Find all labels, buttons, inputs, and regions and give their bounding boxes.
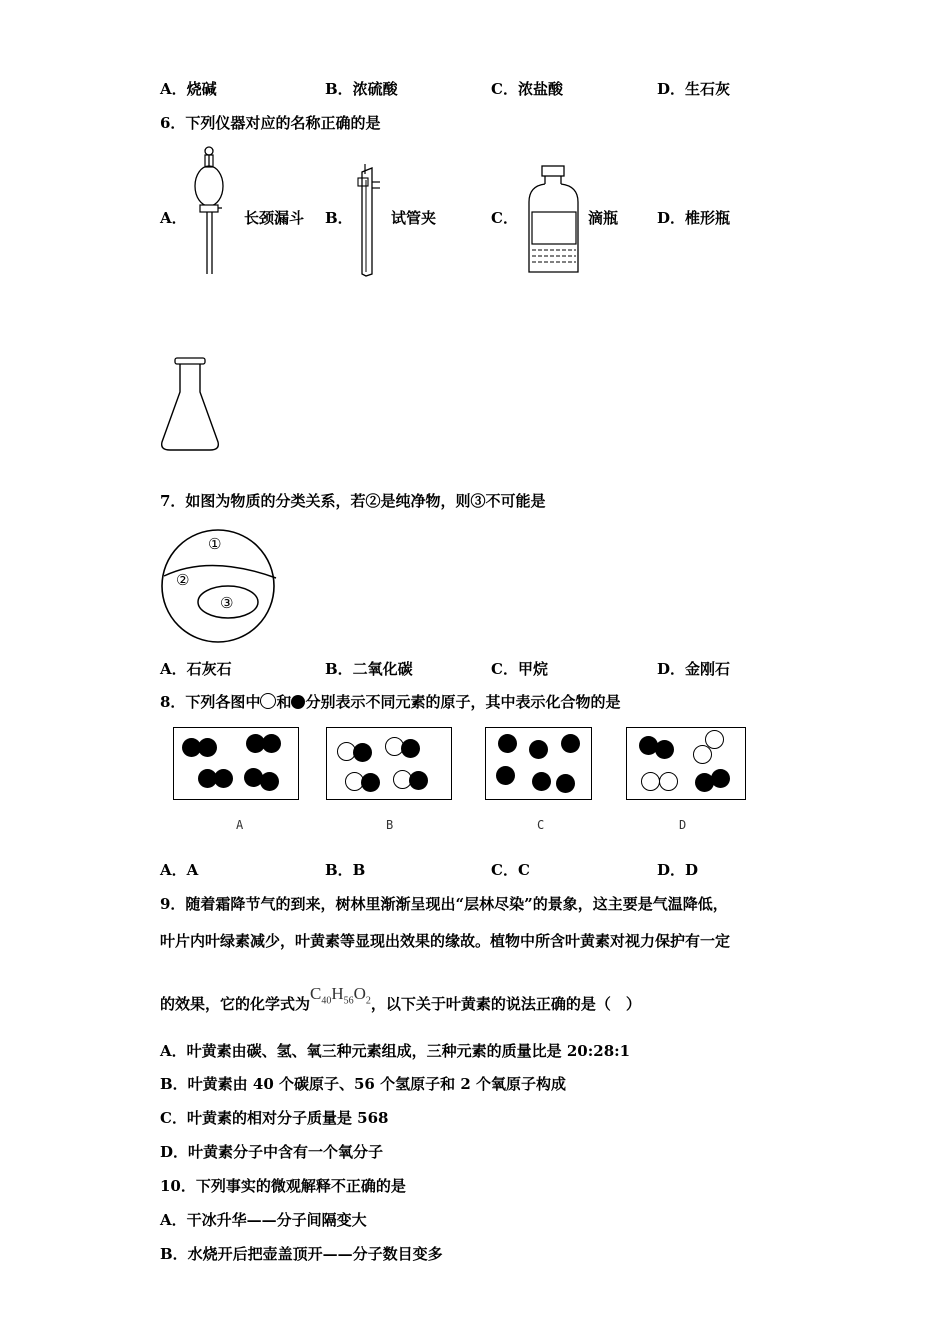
q7-option-c: C．甲烷 [491, 660, 548, 678]
q6-option-d: D．椎形瓶 [657, 209, 731, 227]
white-atom-icon [260, 693, 276, 709]
reagent-bottle-icon [526, 164, 582, 276]
q7-stem: 7．如图为物质的分类关系，若②是纯净物，则③不可能是 [160, 492, 546, 510]
q6-option-a-name: 长颈漏斗 [244, 209, 305, 227]
q9-option-b: B．叶黄素由 40 个碳原子、56 个氢原子和 2 个氧原子构成 [160, 1075, 566, 1093]
box-label-c: C [537, 818, 545, 832]
q5-option-a: A．烧碱 [160, 80, 217, 98]
chemical-formula: $C_{40}H_{56}O_2$ [310, 984, 371, 1007]
q9-stem-line-3: 的效果，它的化学式为$C_{40}H_{56}O_2$，以下关于叶黄素的说法正确的是（ ） [160, 984, 641, 1013]
q6-stem: 6．下列仪器对应的名称正确的是 [160, 114, 381, 132]
q9-stem-line-1: 9．随着霜降节气的到来，树林里渐渐呈现出“层林尽染”的景象，这主要是气温降低， [160, 895, 728, 913]
q10-option-b: B．水烧开后把壶盖顶开——分子数目变多 [160, 1245, 443, 1263]
box-label-d: D [679, 818, 687, 832]
erlenmeyer-flask-icon [158, 356, 222, 456]
classification-diagram [160, 520, 280, 650]
box-label-a: A [236, 818, 244, 832]
diagram-label-1: ① [208, 535, 222, 553]
q8-option-a: A．A [160, 861, 199, 879]
q9-stem-line-2: 叶片内叶绿素减少，叶黄素等显现出效果的缘故。植物中所含叶黄素对视力保护有一定 [160, 932, 731, 950]
q6-option-a-letter: A． [160, 209, 187, 227]
q8-option-b: B．B [325, 861, 366, 879]
q8-option-d: D．D [657, 861, 699, 879]
q8-option-c: C．C [491, 861, 530, 879]
q6-option-b-name: 试管夹 [391, 209, 437, 227]
q7-option-b: B．二氧化碳 [325, 660, 413, 678]
q9-option-c: C．叶黄素的相对分子质量是 568 [160, 1109, 389, 1127]
q6-option-b-letter: B． [325, 209, 353, 227]
q10-stem: 10．下列事实的微观解释不正确的是 [160, 1177, 406, 1195]
molecule-box-c [485, 727, 592, 800]
molecule-box-d [626, 727, 746, 800]
diagram-label-2: ② [176, 571, 190, 589]
separatory-funnel-icon [188, 146, 238, 278]
q9-option-d: D．叶黄素分子中含有一个氧分子 [160, 1143, 384, 1161]
box-label-b: B [386, 818, 394, 832]
q6-option-c-letter: C． [491, 209, 518, 227]
q5-option-d: D．生石灰 [657, 80, 731, 98]
q5-option-c: C．浓盐酸 [491, 80, 563, 98]
q5-option-b: B．浓硫酸 [325, 80, 398, 98]
q10-option-a: A．干冰升华——分子间隔变大 [160, 1211, 367, 1229]
diagram-label-3: ③ [220, 594, 234, 612]
q7-option-a: A．石灰石 [160, 660, 232, 678]
q7-option-d: D．金刚石 [657, 660, 731, 678]
test-tube-holder-icon [352, 160, 384, 278]
molecule-box-b [326, 727, 452, 800]
q9-option-a: A．叶黄素由碳、氢、氧三种元素组成，三种元素的质量比是 20:28:1 [160, 1042, 631, 1060]
q6-option-c-name: 滴瓶 [588, 209, 619, 227]
q8-stem: 8．下列各图中 和 分别表示不同元素的原子，其中表示化合物的是 [160, 693, 621, 711]
molecule-box-a [173, 727, 299, 800]
black-atom-icon [291, 695, 305, 709]
